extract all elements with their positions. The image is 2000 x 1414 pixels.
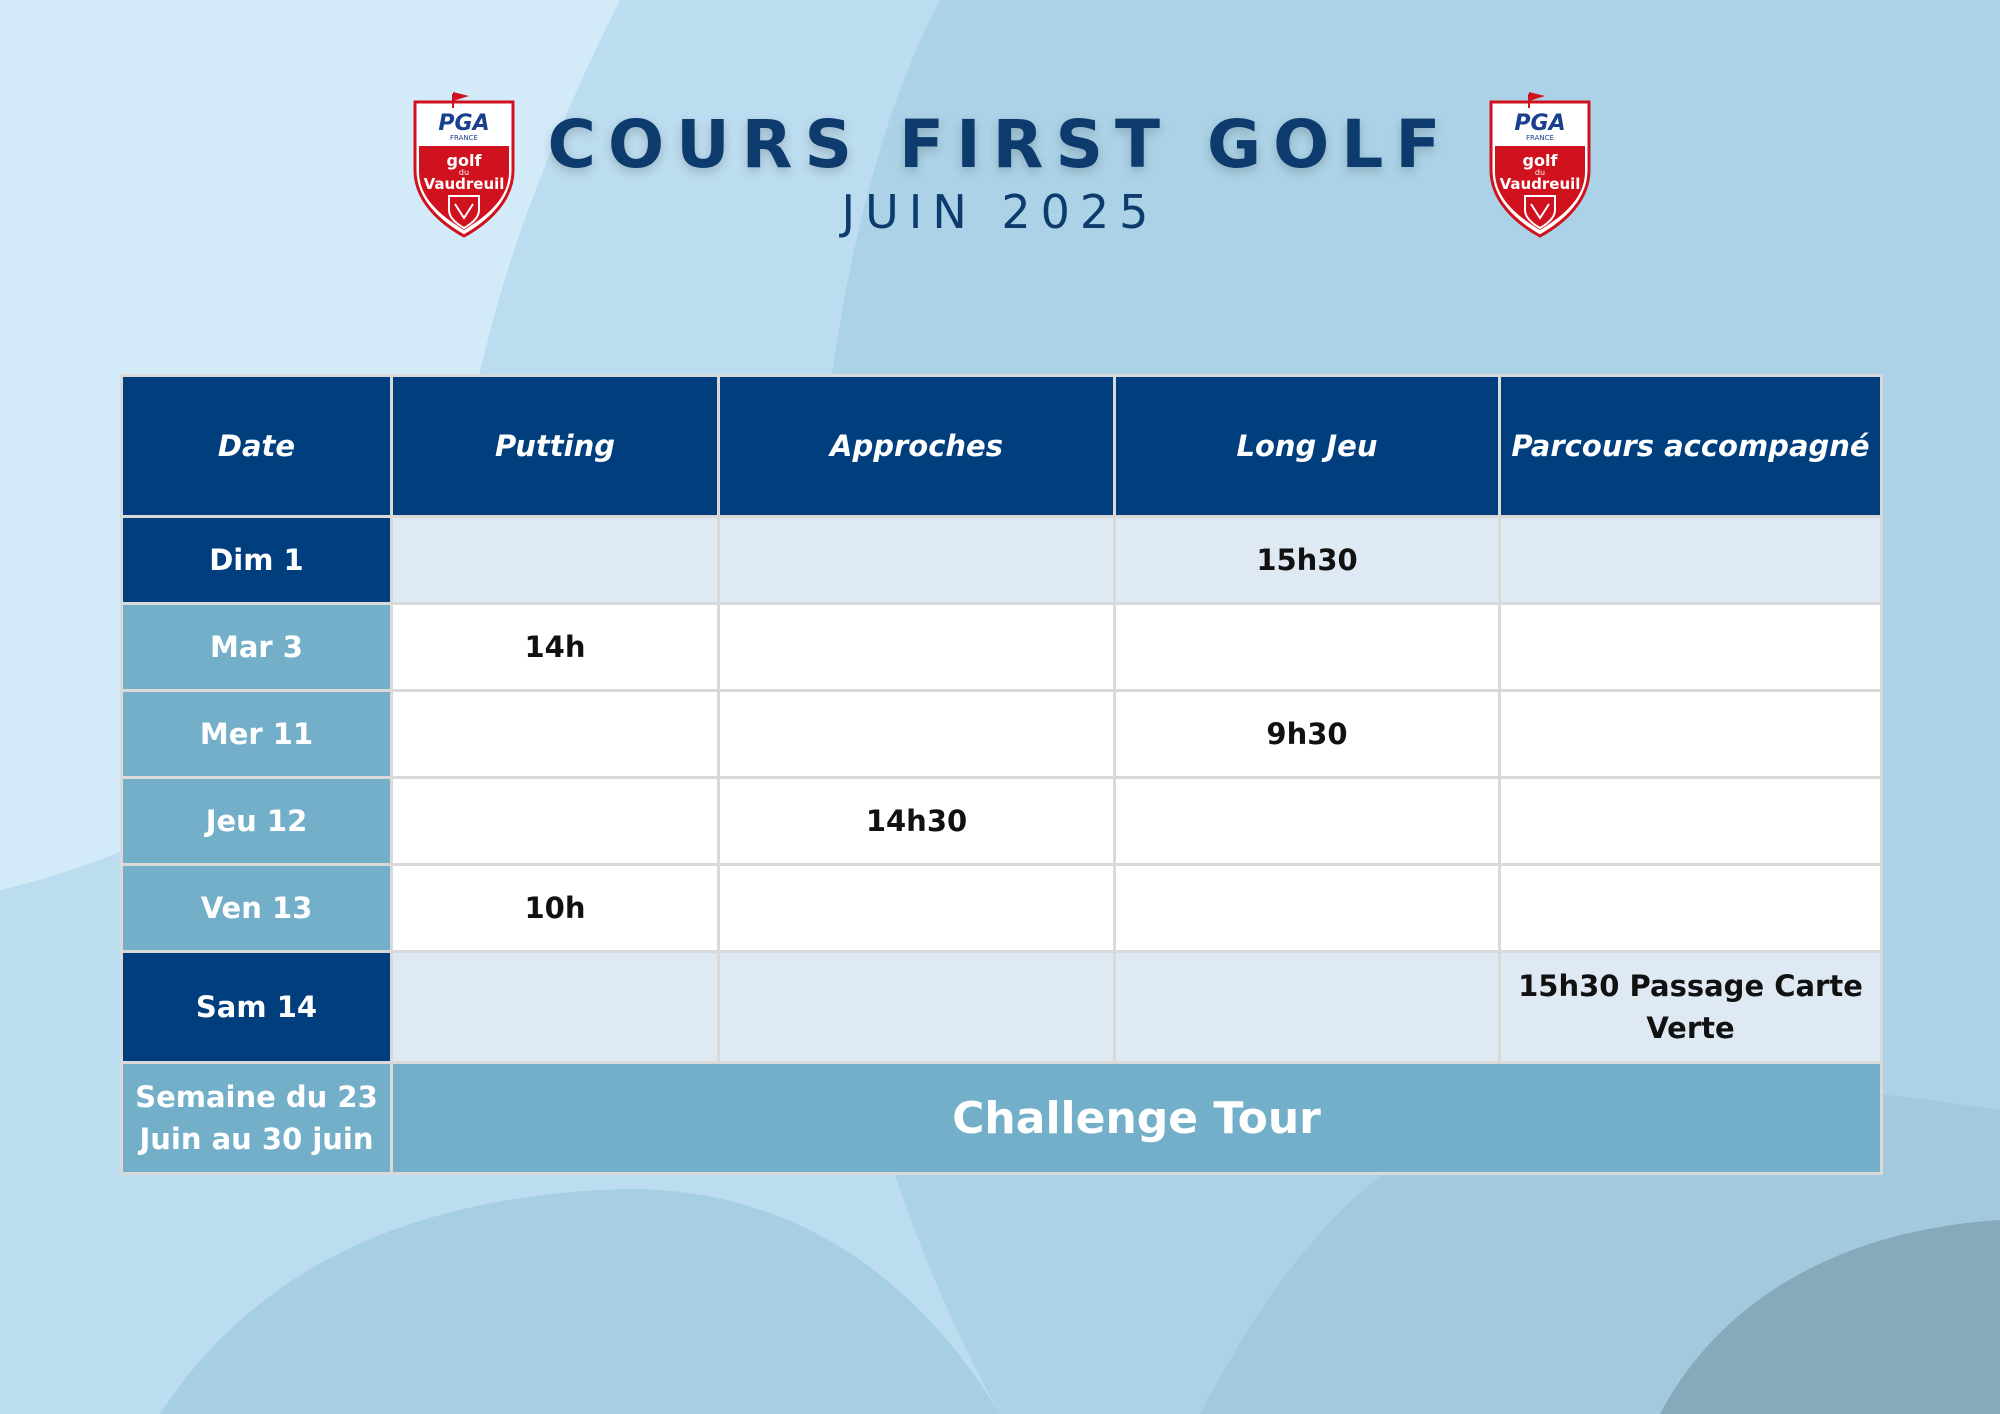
- approches-cell: [719, 952, 1115, 1063]
- long-jeu-cell: [1115, 778, 1500, 865]
- putting-cell: [392, 517, 719, 604]
- column-header-date: Date: [122, 376, 392, 517]
- schedule-table: [120, 374, 1883, 1175]
- long-jeu-cell: 9h30: [1115, 691, 1500, 778]
- svg-text:golf: golf: [446, 151, 482, 170]
- approches-cell: 14h30: [719, 778, 1115, 865]
- parcours-cell: [1500, 778, 1882, 865]
- table-row: [122, 778, 1882, 865]
- table-row: [122, 604, 1882, 691]
- date-cell: Jeu 12: [122, 778, 392, 865]
- table-row: [122, 865, 1882, 952]
- table-row: [122, 517, 1882, 604]
- column-header-putting: Putting: [392, 376, 719, 517]
- putting-cell: [392, 691, 719, 778]
- long-jeu-cell: [1115, 604, 1500, 691]
- svg-text:golf: golf: [1522, 151, 1558, 170]
- column-header-long-jeu: Long Jeu: [1115, 376, 1500, 517]
- parcours-cell: 15h30 Passage Carte Verte: [1500, 952, 1882, 1063]
- svg-text:du: du: [1534, 168, 1546, 177]
- column-header-parcours: Parcours accompagné: [1500, 376, 1882, 517]
- date-cell: Mer 11: [122, 691, 392, 778]
- column-header-approches: Approches: [719, 376, 1115, 517]
- putting-cell: [392, 778, 719, 865]
- page-title: COURS FIRST GOLF: [547, 106, 1453, 183]
- date-cell: Mar 3: [122, 604, 392, 691]
- long-jeu-cell: [1115, 952, 1500, 1063]
- challenge-tour-banner: Challenge Tour: [392, 1063, 1882, 1174]
- putting-cell: 10h: [392, 865, 719, 952]
- logo-brand-text: PGA: [438, 111, 490, 136]
- svg-text:FRANCE: FRANCE: [450, 134, 478, 142]
- date-cell: Semaine du 23 Juin au 30 juin: [122, 1063, 392, 1174]
- parcours-cell: [1500, 691, 1882, 778]
- parcours-cell: [1500, 517, 1882, 604]
- approches-cell: [719, 865, 1115, 952]
- long-jeu-cell: [1115, 865, 1500, 952]
- date-cell: Dim 1: [122, 517, 392, 604]
- approches-cell: [719, 691, 1115, 778]
- svg-text:Vaudreuil: Vaudreuil: [1499, 175, 1581, 193]
- putting-cell: 14h: [392, 604, 719, 691]
- table-header-row: [122, 376, 1882, 517]
- long-jeu-cell: 15h30: [1115, 517, 1500, 604]
- approches-cell: [719, 604, 1115, 691]
- parcours-cell: [1500, 865, 1882, 952]
- approches-cell: [719, 517, 1115, 604]
- page-subtitle: JUIN 2025: [841, 185, 1159, 239]
- parcours-cell: [1500, 604, 1882, 691]
- date-cell: Sam 14: [122, 952, 392, 1063]
- svg-text:du: du: [458, 168, 470, 177]
- table-row: [122, 952, 1882, 1063]
- svg-text:Vaudreuil: Vaudreuil: [423, 175, 505, 193]
- svg-text:FRANCE: FRANCE: [1526, 134, 1554, 142]
- logo-brand-text: PGA: [1514, 111, 1566, 136]
- putting-cell: [392, 952, 719, 1063]
- date-cell: Ven 13: [122, 865, 392, 952]
- table-row: [122, 691, 1882, 778]
- table-row-challenge: [122, 1063, 1882, 1174]
